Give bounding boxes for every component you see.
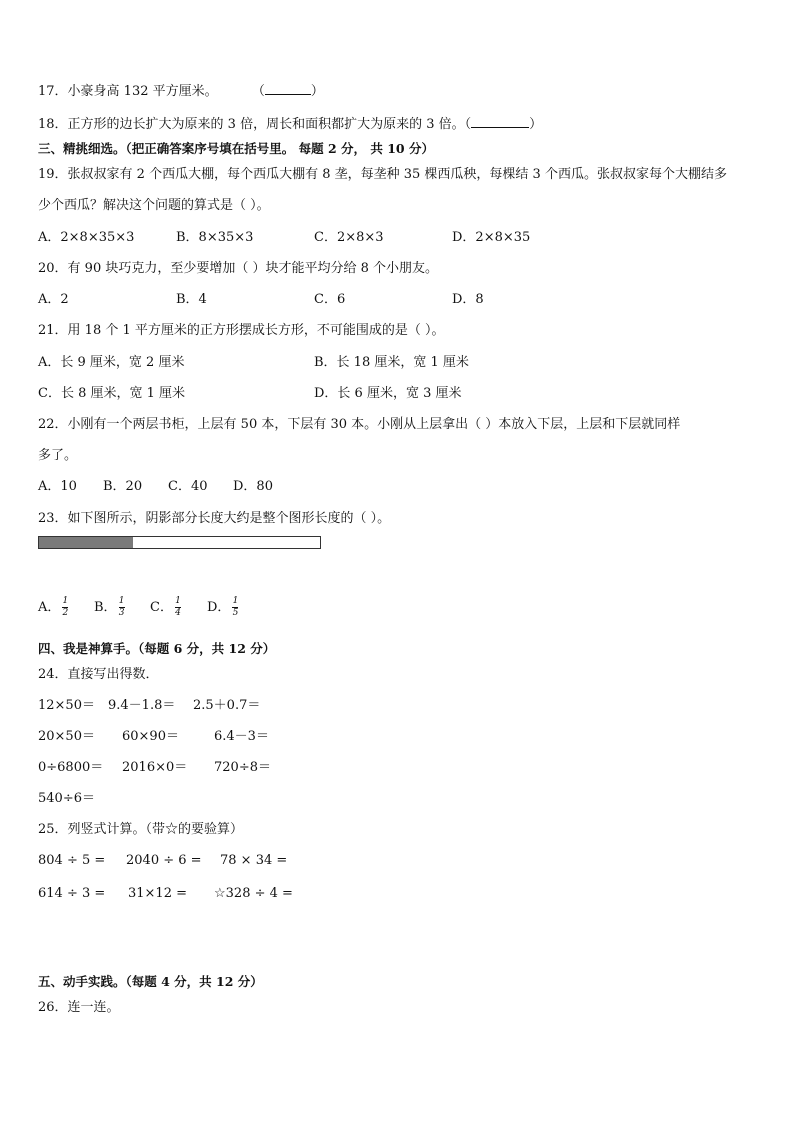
section-4-heading: 四、我是神算手。（每题 6 分，共 12 分） xyxy=(38,641,276,656)
option-b[interactable]: B．长 18 厘米，宽 1 厘米 xyxy=(314,355,469,370)
fraction xyxy=(232,597,238,618)
section-5-heading: 五、动手实践。（每题 4 分，共 12 分） xyxy=(38,974,263,989)
option-label: A． xyxy=(38,600,61,615)
option-a[interactable]: A．2 xyxy=(38,292,69,307)
calc-item: 2016×0＝ xyxy=(122,760,188,775)
option-b[interactable]: B．8×35×3 xyxy=(176,230,254,245)
option-b[interactable] xyxy=(94,597,125,618)
calc-item: ☆328 ÷ 4 = xyxy=(214,886,293,901)
fraction-denominator: 2 xyxy=(62,608,69,618)
fraction-numerator: 1 xyxy=(62,596,69,606)
question-22-line2: 多了。 xyxy=(38,448,78,463)
option-b[interactable]: B．4 xyxy=(176,292,207,307)
calc-item: 20×50＝ xyxy=(38,729,95,744)
question-23: 23．如下图所示，阴影部分长度大约是整个图形长度的（ ）。 xyxy=(38,511,391,526)
question-20: 20．有 90 块巧克力，至少要增加（ ）块才能平均分给 8 个小朋友。 xyxy=(38,261,439,276)
calc-item: 12×50＝ xyxy=(38,698,95,713)
option-c[interactable]: C．6 xyxy=(314,292,346,307)
question-17: 17．小豪身高 132 平方厘米。 （ ） xyxy=(38,84,324,99)
question-19-line2: 少个西瓜？解决这个问题的算式是（ ）。 xyxy=(38,198,270,213)
option-d[interactable]: D．8 xyxy=(452,292,484,307)
option-a[interactable]: A．10 xyxy=(38,479,77,494)
calc-item: 804 ÷ 5 = xyxy=(38,853,106,868)
fraction-numerator: 1 xyxy=(232,596,239,606)
answer-blank[interactable] xyxy=(471,115,529,128)
question-22-line1: 22．小刚有一个两层书柜，上层有 50 本，下层有 30 本。小刚从上层拿出（ ）本放入下层，上层和下层就同样 xyxy=(38,417,681,432)
fraction-numerator: 1 xyxy=(175,596,181,606)
fraction-denominator: 5 xyxy=(232,608,239,618)
fraction xyxy=(119,597,125,618)
option-label: C． xyxy=(150,600,173,615)
question-18: 18．正方形的边长扩大为原来的 3 倍，周长和面积都扩大为原来的 3 倍。（ ） xyxy=(38,117,543,132)
calc-item: 6.4－3＝ xyxy=(214,729,269,744)
option-d[interactable]: D．80 xyxy=(233,479,273,494)
answer-blank[interactable] xyxy=(265,82,311,95)
question-25: 25．列竖式计算。（带☆的要验算） xyxy=(38,822,244,837)
fraction-denominator: 4 xyxy=(175,608,181,618)
option-b[interactable]: B．20 xyxy=(103,479,143,494)
question-26: 26．连一连。 xyxy=(38,1000,120,1015)
option-c[interactable] xyxy=(150,597,181,618)
option-a[interactable]: A．长 9 厘米，宽 2 厘米 xyxy=(38,355,185,370)
question-17-text: 17．小豪身高 132 平方厘米。 xyxy=(38,84,218,99)
question-19-line1: 19．张叔叔家有 2 个西瓜大棚，每个西瓜大棚有 8 垄，每垄种 35 棵西瓜秧，每棵结 3 个西瓜。张叔叔家每个大棚结多 xyxy=(38,167,727,182)
calc-item: 31×12 = xyxy=(128,886,188,901)
calc-item: 2040 ÷ 6 = xyxy=(126,853,202,868)
option-a[interactable]: A．2×8×35×3 xyxy=(38,230,135,245)
section-3-heading: 三、精挑细选。（把正确答案序号填在括号里。 每题 2 分， 共 10 分） xyxy=(38,141,434,156)
calc-item: 614 ÷ 3 = xyxy=(38,886,106,901)
calc-item: 78 × 34 = xyxy=(220,853,288,868)
calc-item: 2.5＋0.7＝ xyxy=(193,698,261,713)
calc-item: 0÷6800＝ xyxy=(38,760,104,775)
fraction-denominator: 3 xyxy=(118,608,125,618)
question-24: 24．直接写出得数． xyxy=(38,667,159,682)
option-d[interactable]: D．长 6 厘米，宽 3 厘米 xyxy=(314,386,462,401)
option-label: B． xyxy=(94,600,117,615)
option-d[interactable] xyxy=(207,597,238,618)
fraction xyxy=(175,597,181,618)
calc-item: 60×90＝ xyxy=(122,729,179,744)
calc-item: 9.4－1.8＝ xyxy=(108,698,176,713)
shaded-portion xyxy=(39,537,133,548)
option-c[interactable]: C．2×8×3 xyxy=(314,230,384,245)
question-21: 21．用 18 个 1 平方厘米的正方形摆成长方形，不可能围成的是（ ）。 xyxy=(38,323,445,338)
question-18-text: 18．正方形的边长扩大为原来的 3 倍，周长和面积都扩大为原来的 3 倍。（ xyxy=(38,117,472,132)
option-d[interactable]: D．2×8×35 xyxy=(452,230,531,245)
fraction-numerator: 1 xyxy=(118,596,125,606)
calc-item: 540÷6＝ xyxy=(38,791,95,806)
option-c[interactable]: C．40 xyxy=(168,479,208,494)
shaded-bar-figure xyxy=(38,536,321,549)
fraction xyxy=(62,597,68,618)
option-c[interactable]: C．长 8 厘米，宽 1 厘米 xyxy=(38,386,186,401)
option-label: D． xyxy=(207,600,231,615)
calc-item: 720÷8＝ xyxy=(214,760,271,775)
option-a[interactable] xyxy=(38,597,68,618)
